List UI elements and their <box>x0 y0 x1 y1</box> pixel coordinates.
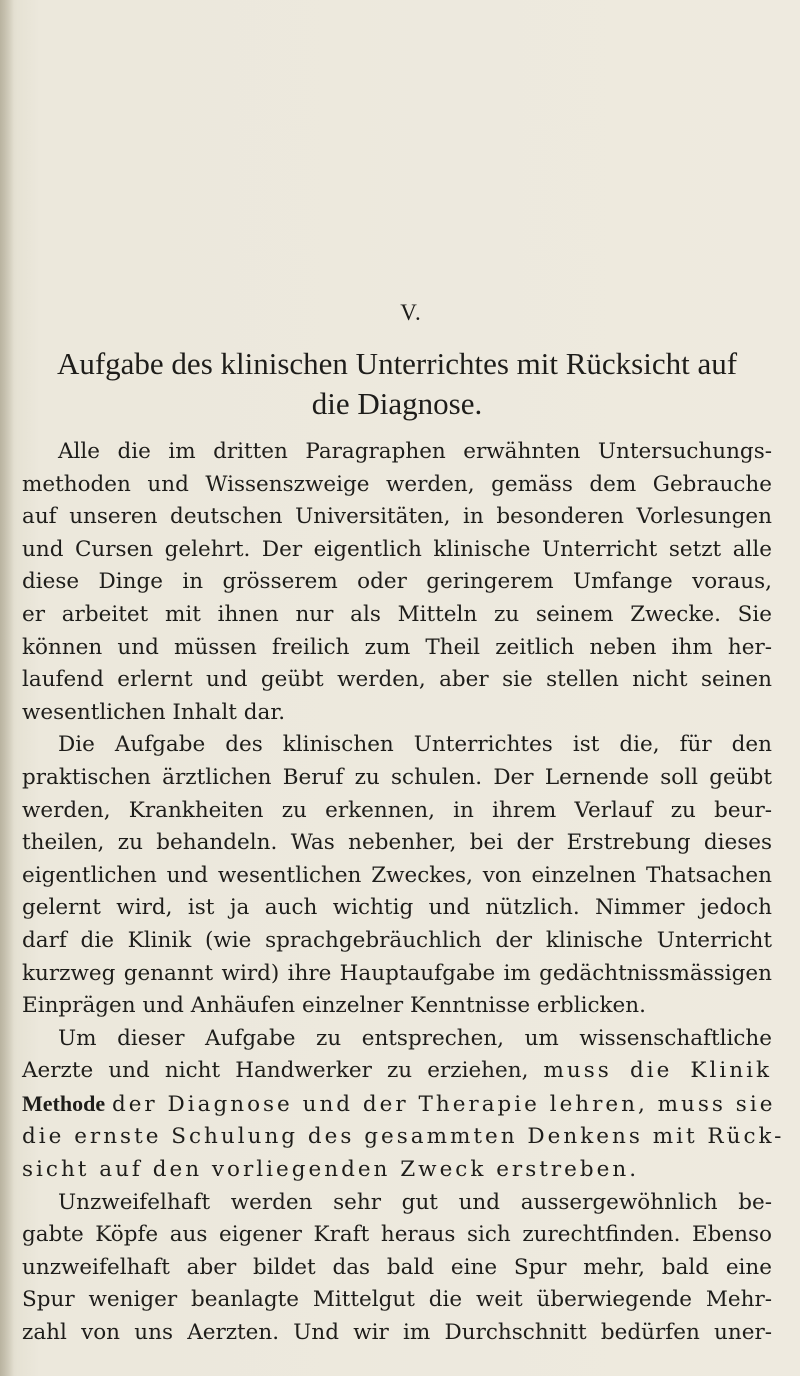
text-line: Die Aufgabe des klinischen Unterrichtes ist die, für den <box>58 732 772 758</box>
text-segment: Aerzte und nicht Handwerker zu erziehen, <box>22 1058 529 1084</box>
text-line: zahl von uns Aerzten. Und wir im Durchschnitt bedürfen uner- <box>22 1320 772 1346</box>
chapter-title-line-1: Aufgabe des klinischen Unterrichtes mit Rücksicht auf <box>56 346 738 381</box>
text-line: theilen, zu behandeln. Was nebenher, bei der Erstrebung dieses <box>22 830 772 856</box>
emphasized-text: sicht auf den vorliegenden Zweck erstreben. <box>22 1157 640 1183</box>
text-line: und Cursen gelehrt. Der eigentlich klinische Unterricht setzt alle <box>22 536 772 562</box>
text-line: eigentlichen und wesentlichen Zweckes, von einzelnen Thatsachen <box>22 862 772 888</box>
text-line: Um dieser Aufgabe zu entsprechen, um wissenschaftliche <box>58 1025 772 1051</box>
text-line: Spur weniger beanlagte Mittelgut die weit überwiegende Mehr- <box>22 1287 772 1313</box>
text-line: gabte Köpfe aus eigener Kraft heraus sich zurechtfinden. Ebenso <box>22 1222 772 1248</box>
text-line: laufend erlernt und geübt werden, aber sie stellen nicht seinen <box>22 667 772 693</box>
text-line: kurzweg genannt wird) ihre Hauptaufgabe im gedächtnissmässigen <box>22 960 772 986</box>
text-line: wesentlichen Inhalt dar. <box>22 699 286 725</box>
text-line-mixed <box>22 1088 776 1122</box>
text-line: auf unseren deutschen Universitäten, in besonderen Vorlesungen <box>22 504 772 530</box>
section-number: V. <box>400 300 422 325</box>
text-line: darf die Klinik (wie sprachgebräuchlich der klinische Unterricht <box>22 927 772 953</box>
text-line: er arbeitet mit ihnen nur als Mitteln zu seinem Zwecke. Sie <box>22 601 772 627</box>
binding-shadow <box>0 0 14 1376</box>
paragraph-2 <box>22 729 772 1022</box>
text-line: Einprägen und Anhäufen einzelner Kenntnisse erblicken. <box>22 993 646 1019</box>
chapter-title-line-2: die Diagnose. <box>311 386 483 421</box>
text-line: Unzweifelhaft werden sehr gut und aussergewöhnlich be- <box>58 1189 772 1215</box>
text-line-mixed <box>22 1055 772 1088</box>
emphasized-text: muss die Klinik <box>543 1058 772 1084</box>
emphasized-text: die ernste Schulung des gesammten Denkens mit Rück- <box>22 1124 785 1150</box>
paragraph-4 <box>22 1187 772 1350</box>
bold-word: Methode <box>22 1090 106 1116</box>
text-line: unzweifelhaft aber bildet das bald eine Spur mehr, bald eine <box>22 1254 772 1280</box>
text-line: werden, Krankheiten zu erkennen, in ihrem Verlauf zu beur- <box>22 797 772 823</box>
emphasized-text: der Diagnose und der Therapie lehren, muss sie <box>111 1091 776 1117</box>
paragraph-3 <box>22 1023 785 1187</box>
chapter-title <box>22 344 772 424</box>
text-line: können und müssen freilich zum Theil zeitlich neben ihm her- <box>22 634 772 660</box>
page-content <box>22 300 785 1350</box>
text-line: gelernt wird, ist ja auch wichtig und nützlich. Nimmer jedoch <box>22 895 772 921</box>
text-line: Alle die im dritten Paragraphen erwähnten Untersuchungs- <box>58 439 772 464</box>
text-line: diese Dinge in grösserem oder geringerem Umfange voraus, <box>22 569 772 595</box>
text-line: praktischen ärztlichen Beruf zu schulen. Der Lernende soll geübt <box>22 764 772 790</box>
paragraph-1 <box>22 436 772 729</box>
text-line: methoden und Wissenszweige werden, gemäss dem Gebrauche <box>22 471 772 497</box>
